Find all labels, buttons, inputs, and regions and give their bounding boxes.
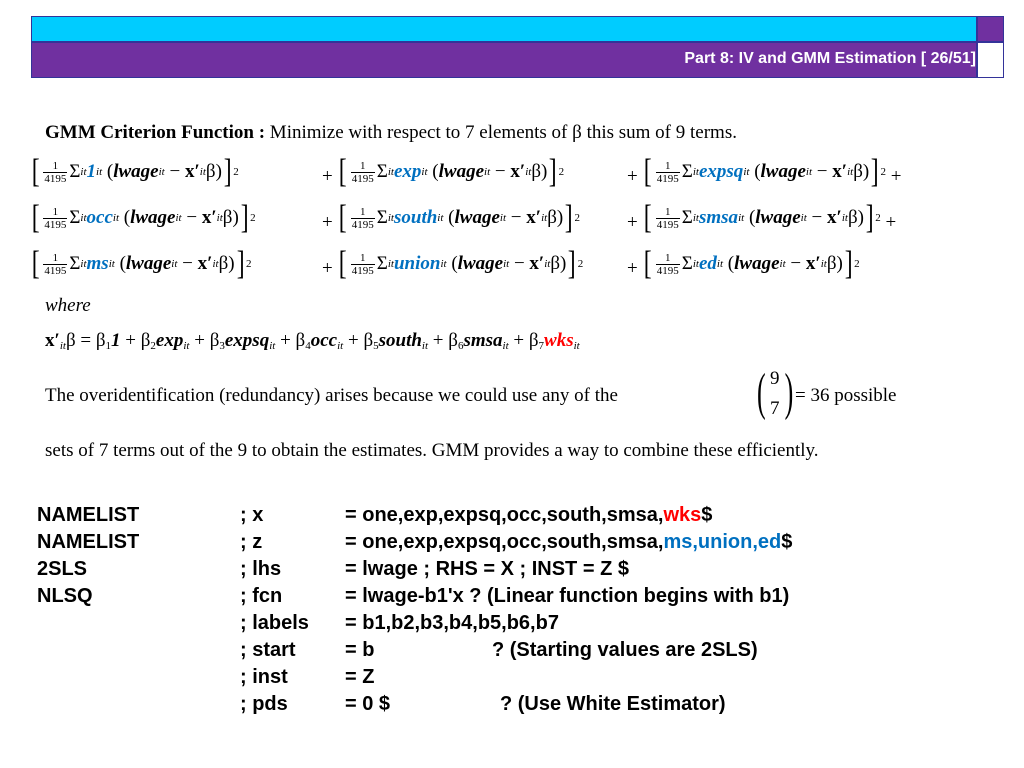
subscript-it: it — [573, 340, 580, 352]
lwage-var: lwage — [755, 207, 801, 228]
fraction-numerator: 1 — [43, 206, 67, 219]
subscript-it: it — [108, 258, 115, 270]
square-exponent: 2 — [577, 258, 584, 270]
code-value-text: = Z — [345, 666, 375, 688]
subscript-it: it — [499, 212, 507, 224]
fraction-numerator: 1 — [43, 252, 67, 265]
close-paren: ) — [862, 161, 870, 182]
subscript-it: it — [738, 212, 745, 224]
header-bar-top — [31, 16, 977, 42]
fraction-denominator: 4195 — [351, 172, 374, 185]
moment-term — [322, 153, 565, 190]
subscript-it: it — [805, 166, 813, 178]
x-prime: x′ — [184, 161, 200, 182]
term-body — [337, 153, 565, 190]
moment-term — [30, 245, 252, 282]
beta-symbol: β — [547, 207, 557, 228]
subscript-it: it — [440, 258, 447, 270]
fraction — [43, 252, 67, 277]
plus-sign: + — [189, 330, 210, 351]
open-paren: ( — [749, 161, 761, 182]
equals-sign: = — [75, 330, 96, 351]
plus-sign: + — [120, 330, 141, 351]
left-bracket: [ — [31, 245, 40, 282]
minus-sign: − — [812, 161, 833, 182]
lwage-var: lwage — [113, 161, 159, 182]
subscript-it: it — [541, 212, 548, 224]
right-bracket: ] — [865, 199, 874, 236]
code-option: ; labels — [240, 612, 309, 634]
model-variable: expsq — [224, 330, 270, 351]
minus-sign: − — [506, 207, 527, 228]
subscript-it: it — [337, 340, 344, 352]
subscript-it: it — [171, 258, 178, 270]
code-option: ; pds — [240, 693, 288, 715]
intro-label: GMM Criterion Function : — [45, 122, 266, 143]
subscript-it: it — [847, 166, 854, 178]
beta-symbol: β — [826, 253, 837, 274]
x-prime: x′ — [827, 207, 842, 228]
code-comment: ? (Use White Estimator) — [500, 693, 726, 715]
code-value — [345, 504, 712, 527]
fraction-denominator: 4195 — [351, 218, 374, 231]
square-exponent: 2 — [854, 258, 860, 270]
model-variable: wks — [544, 330, 574, 351]
open-paren: ( — [119, 207, 131, 228]
coef-beta: β — [140, 330, 151, 351]
square-exponent: 2 — [875, 212, 881, 224]
plus-sign: + — [322, 166, 338, 187]
subscript-it: it — [692, 166, 699, 178]
instrument-name: expsq — [698, 161, 744, 182]
code-value — [345, 693, 390, 716]
x-prime: x′ — [832, 161, 848, 182]
subscript-it: it — [387, 258, 394, 270]
subscript-it: it — [484, 166, 491, 178]
code-tail: $ — [701, 504, 713, 526]
fraction-denominator: 4195 — [44, 264, 67, 277]
lwage-var: lwage — [760, 161, 806, 182]
subscript-it: it — [175, 212, 182, 224]
subscript-it: it — [199, 166, 206, 178]
left-bracket: [ — [31, 153, 40, 190]
code-option: ; x — [240, 504, 264, 526]
code-tail: $ — [781, 531, 793, 553]
term-body — [30, 153, 239, 190]
plus-sign: + — [627, 166, 643, 187]
code-command: 2SLS — [37, 558, 88, 580]
subscript-it: it — [216, 212, 223, 224]
minus-sign: − — [785, 253, 806, 274]
code-value — [345, 612, 559, 635]
minus-sign: − — [177, 253, 198, 274]
slide-title: Part 8: IV and GMM Estimation [ 26/51] — [684, 50, 976, 67]
code-value-text: = b1,b2,b3,b4,b5,b6,b7 — [345, 612, 559, 634]
lwage-var: lwage — [457, 253, 504, 274]
plus-sign: + — [428, 330, 449, 351]
coef-index: 3 — [219, 340, 225, 352]
header-square-bottom — [977, 42, 1004, 78]
code-command: NAMELIST — [37, 504, 140, 526]
coef-beta: β — [448, 330, 458, 351]
left-bracket: [ — [644, 153, 653, 190]
plus-sign: + — [880, 212, 897, 233]
square-exponent: 2 — [233, 166, 239, 178]
subscript-it: it — [183, 340, 190, 352]
subscript-it: it — [525, 166, 532, 178]
beta-symbol: β — [218, 253, 229, 274]
term-body — [30, 245, 252, 282]
subscript-it: it — [421, 340, 429, 352]
binomial-coefficient — [757, 364, 793, 424]
open-paren: ( — [102, 161, 114, 182]
subscript-it: it — [743, 166, 750, 178]
beta-symbol: β — [222, 207, 233, 228]
open-paren: ( — [114, 253, 126, 274]
sigma: Σ — [376, 207, 388, 228]
term-body — [337, 245, 584, 282]
moment-term — [627, 153, 902, 190]
subscript-it: it — [80, 212, 87, 224]
coef-beta: β — [363, 330, 374, 351]
overid-text: The overidentification (redundancy) arises because we could use any of the — [45, 385, 618, 406]
plus-sign: + — [627, 212, 643, 233]
beta-symbol: β — [853, 161, 863, 182]
term-body — [30, 199, 256, 236]
model-variable: south — [378, 330, 422, 351]
beta-symbol: β — [550, 253, 561, 274]
fraction-denominator: 4195 — [656, 218, 679, 231]
open-paren: ( — [723, 253, 735, 274]
minus-sign: − — [181, 207, 202, 228]
model-variable: 1 — [111, 330, 121, 351]
square-exponent: 2 — [558, 166, 565, 178]
code-highlight: wks — [663, 504, 702, 526]
term-body — [642, 153, 887, 190]
fraction-denominator: 4195 — [656, 264, 679, 277]
moment-term — [627, 245, 860, 282]
code-option: ; fcn — [240, 585, 283, 607]
term-body — [642, 199, 881, 236]
moment-term — [322, 199, 581, 236]
coef-beta: β — [295, 330, 306, 351]
fraction-numerator: 1 — [43, 160, 67, 173]
sigma: Σ — [681, 161, 693, 182]
subscript-it: it — [59, 340, 66, 352]
plus-sign: + — [886, 166, 902, 187]
instrument-name: smsa — [698, 207, 739, 228]
model-beta: β — [65, 330, 76, 351]
code-command: NAMELIST — [37, 531, 140, 553]
subscript-it: it — [544, 258, 551, 270]
sigma: Σ — [69, 161, 81, 182]
open-paren: ( — [744, 207, 756, 228]
coef-index: 4 — [305, 340, 311, 352]
term-body — [642, 245, 860, 282]
binom-right-paren: ) — [784, 364, 793, 421]
x-prime: x′ — [201, 207, 217, 228]
intro-beta: β — [572, 122, 582, 143]
fraction-numerator: 1 — [351, 206, 375, 219]
binom-n: 9 — [770, 368, 780, 389]
coef-beta: β — [209, 330, 220, 351]
beta-symbol: β — [531, 161, 541, 182]
plus-sign: + — [275, 330, 296, 351]
fraction-numerator: 1 — [351, 160, 375, 173]
code-option: ; lhs — [240, 558, 282, 580]
moment-term — [30, 153, 239, 190]
coef-beta: β — [95, 330, 106, 351]
right-bracket: ] — [564, 199, 573, 236]
intro-text2: this sum of 9 terms. — [586, 122, 737, 143]
model-xprime: x′ — [45, 330, 60, 351]
x-prime: x′ — [529, 253, 545, 274]
moment-term — [627, 199, 897, 236]
instrument-name: south — [393, 207, 438, 228]
instrument-name: 1 — [86, 161, 97, 182]
code-option: ; inst — [240, 666, 288, 688]
code-option: ; start — [240, 639, 296, 661]
subscript-it: it — [692, 212, 699, 224]
close-paren: ) — [836, 253, 843, 274]
subscript-it: it — [269, 340, 276, 352]
close-paren: ) — [215, 161, 222, 182]
plus-sign: + — [508, 330, 529, 351]
fraction — [43, 206, 67, 231]
left-bracket: [ — [644, 245, 653, 282]
plus-sign: + — [627, 258, 643, 279]
code-value-text: = one,exp,expsq,occ,south,smsa, — [345, 531, 664, 553]
x-prime: x′ — [526, 207, 542, 228]
open-paren: ( — [446, 253, 458, 274]
minus-sign: − — [490, 161, 511, 182]
code-value-text: = lwage-b1'x ? (Linear function begins with b1) — [345, 585, 790, 607]
instrument-name: ed — [698, 253, 717, 274]
lwage-var: lwage — [130, 207, 176, 228]
right-bracket: ] — [549, 153, 557, 190]
sigma: Σ — [681, 207, 693, 228]
minus-sign: − — [164, 161, 185, 182]
subscript-it: it — [437, 212, 444, 224]
lwage-var: lwage — [438, 161, 485, 182]
subscript-it: it — [692, 258, 699, 270]
where-label: where — [45, 295, 91, 316]
code-option: ; z — [240, 531, 263, 553]
code-value-text: = one,exp,expsq,occ,south,smsa, — [345, 504, 664, 526]
left-bracket: [ — [31, 199, 40, 236]
subscript-it: it — [779, 258, 786, 270]
fraction — [656, 252, 680, 277]
right-bracket: ] — [568, 245, 577, 282]
model-variable: occ — [310, 330, 338, 351]
lwage-var: lwage — [454, 207, 500, 228]
beta-symbol: β — [847, 207, 858, 228]
right-bracket: ] — [240, 199, 249, 236]
open-paren: ( — [427, 161, 439, 182]
right-bracket: ] — [223, 153, 232, 190]
close-paren: ) — [541, 161, 548, 182]
instrument-name: union — [393, 253, 441, 274]
coef-index: 7 — [538, 340, 545, 352]
code-value — [345, 639, 374, 662]
sigma: Σ — [69, 253, 81, 274]
code-value-text: = 0 $ — [345, 693, 391, 715]
fraction-numerator: 1 — [656, 252, 680, 265]
subscript-it: it — [502, 340, 509, 352]
code-command: NLSQ — [37, 585, 93, 607]
subscript-it: it — [800, 212, 807, 224]
code-comment: ? (Starting values are 2SLS) — [492, 639, 758, 661]
left-bracket: [ — [339, 153, 348, 190]
coef-index: 6 — [457, 340, 464, 352]
model-variable: smsa — [463, 330, 503, 351]
subscript-it: it — [716, 258, 724, 270]
fraction — [351, 206, 375, 231]
fraction — [656, 160, 680, 185]
moment-term — [30, 199, 256, 236]
subscript-it: it — [820, 258, 827, 270]
square-exponent: 2 — [245, 258, 252, 270]
lwage-var: lwage — [734, 253, 780, 274]
code-highlight: ms,union,ed — [663, 531, 782, 553]
fraction — [351, 160, 375, 185]
open-paren: ( — [443, 207, 455, 228]
plus-sign: + — [322, 212, 338, 233]
subscript-it: it — [387, 212, 394, 224]
sigma: Σ — [376, 161, 388, 182]
close-paren: ) — [228, 253, 235, 274]
model-equation — [45, 330, 580, 352]
sigma: Σ — [681, 253, 693, 274]
subscript-it: it — [80, 166, 87, 178]
fraction-numerator: 1 — [351, 252, 375, 265]
fraction-numerator: 1 — [656, 206, 680, 219]
close-paren: ) — [232, 207, 239, 228]
subscript-it: it — [158, 166, 165, 178]
instrument-name: occ — [86, 207, 113, 228]
fraction-denominator: 4195 — [44, 172, 67, 185]
left-bracket: [ — [339, 245, 348, 282]
instrument-name: exp — [393, 161, 422, 182]
fraction-denominator: 4195 — [351, 264, 374, 277]
right-bracket: ] — [844, 245, 853, 282]
fraction — [43, 160, 67, 185]
model-variable: exp — [155, 330, 184, 351]
subscript-it: it — [503, 258, 510, 270]
square-exponent: 2 — [574, 212, 581, 224]
fraction-denominator: 4195 — [44, 218, 67, 231]
lwage-var: lwage — [125, 253, 172, 274]
left-bracket: [ — [339, 199, 348, 236]
code-value — [345, 558, 629, 581]
code-value — [345, 585, 789, 608]
code-value-text: = lwage ; RHS = X ; INST = Z $ — [345, 558, 629, 580]
moment-term — [322, 245, 584, 282]
code-value-text: = b — [345, 639, 375, 661]
instrument-name: ms — [86, 253, 109, 274]
beta-symbol: β — [205, 161, 216, 182]
binom-k: 7 — [770, 398, 780, 419]
subscript-it: it — [96, 166, 103, 178]
subscript-it: it — [212, 258, 219, 270]
coef-index: 5 — [373, 340, 379, 352]
right-bracket: ] — [236, 245, 245, 282]
square-exponent: 2 — [250, 212, 256, 224]
square-exponent: 2 — [880, 166, 887, 178]
subscript-it: it — [387, 166, 394, 178]
code-value — [345, 531, 792, 554]
right-bracket: ] — [870, 153, 879, 190]
term-body — [337, 199, 581, 236]
subscript-it: it — [112, 212, 120, 224]
plus-sign: + — [343, 330, 364, 351]
minus-sign: − — [509, 253, 530, 274]
subscript-it: it — [80, 258, 87, 270]
sigma: Σ — [376, 253, 388, 274]
x-prime: x′ — [197, 253, 213, 274]
close-paren: ) — [556, 207, 564, 228]
fraction-denominator: 4195 — [656, 172, 679, 185]
subscript-it: it — [841, 212, 848, 224]
close-paren: ) — [857, 207, 864, 228]
coef-beta: β — [528, 330, 539, 351]
subscript-it: it — [421, 166, 428, 178]
coef-index: 1 — [105, 340, 112, 352]
left-bracket: [ — [644, 199, 653, 236]
coef-index: 2 — [150, 340, 156, 352]
intro-line — [45, 122, 737, 144]
minus-sign: − — [806, 207, 827, 228]
overid-result: = 36 possible — [795, 385, 897, 406]
fraction — [656, 206, 680, 231]
plus-sign: + — [322, 258, 338, 279]
fraction-numerator: 1 — [656, 160, 680, 173]
code-value — [345, 666, 374, 689]
header-square-top — [977, 16, 1004, 42]
x-prime: x′ — [805, 253, 821, 274]
x-prime: x′ — [510, 161, 526, 182]
intro-text: Minimize with respect to 7 elements of — [269, 122, 568, 143]
overid-text2: sets of 7 terms out of the 9 to obtain the estimates. GMM provides a way to combine these efficiently. — [45, 440, 819, 461]
binom-left-paren: ( — [757, 364, 766, 421]
fraction — [351, 252, 375, 277]
close-paren: ) — [560, 253, 567, 274]
sigma: Σ — [69, 207, 81, 228]
